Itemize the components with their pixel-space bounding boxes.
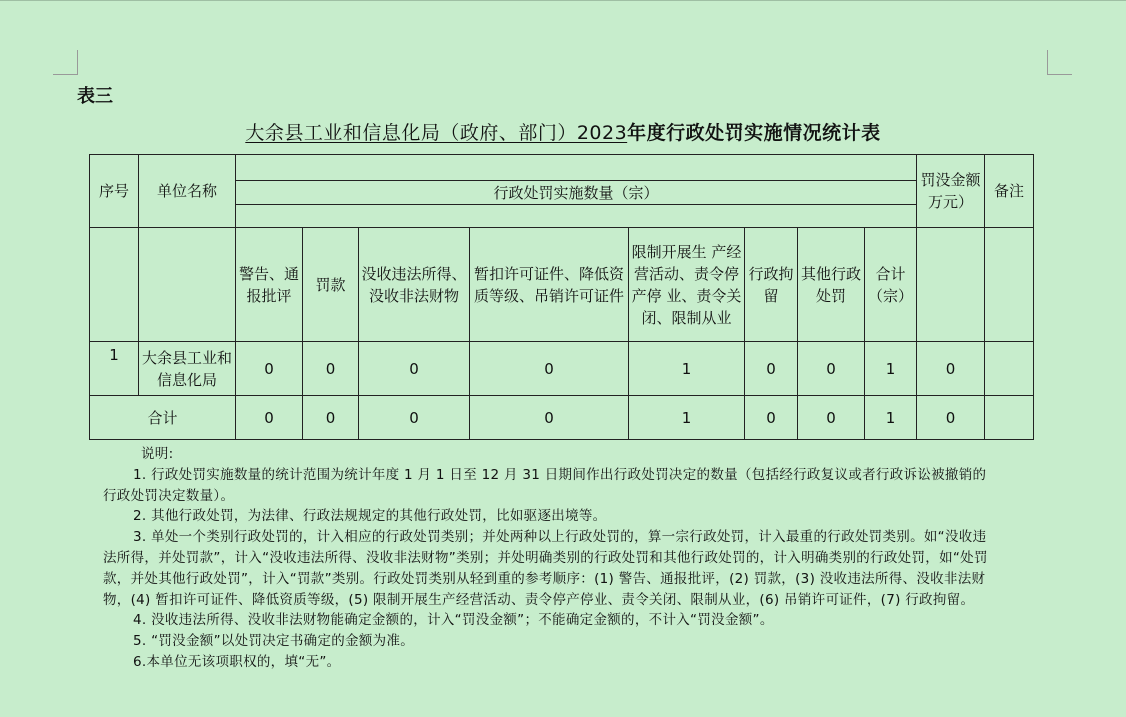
row1-value: 0 xyxy=(745,342,798,396)
header-unit: 单位名称 xyxy=(139,155,236,228)
total-label: 合计 xyxy=(90,396,236,440)
header-col-restrict: 限制开展生 产经营活动、责令停产停 业、责令关闭、限制从业 xyxy=(629,228,745,342)
header-seq-continued xyxy=(90,228,139,342)
header-count-group: 行政处罚实施数量（宗） xyxy=(236,181,917,205)
header-count-blank-2 xyxy=(236,205,917,228)
header-seq: 序号 xyxy=(90,155,139,228)
header-col-confiscation: 没收违法所得、没收非法财物 xyxy=(359,228,470,342)
note-item: 3. 单处一个类别行政处罚的，计入相应的行政处罚类别；并处两种以上行政处罚的，算一宗行政处罚，计入最重的行政处罚类别。如“没收违法所得，并处罚款”，计入“没收违法所得、没收非法财物”类别；并处明确类别的行政处罚和其他行政处罚的，计入明确类别的行政处罚，如“处罚款，并处其他行政处罚”，计入“罚款”类别。行政处罚类别从轻到重的参考顺序：(1) 警告、通报批评，(2) 罚款，(3) 没收违法所得、没收非法财物，(4) 暂扣许可证件、降低资质等级，(5) 限制开展生产经营活动、责令停产停业、责令关闭、限制从业，(6) 吊销许可证件，(7) 行政拘留。 xyxy=(103,529,988,608)
total-value: 1 xyxy=(865,396,917,440)
total-value: 0 xyxy=(470,396,629,440)
margin-corner-top-right xyxy=(1047,50,1072,75)
note-item: 5. “罚没金额”以处罚决定书确定的金额为准。 xyxy=(133,633,415,650)
row1-value: 0 xyxy=(303,342,359,396)
header-fine-amount: 罚没金额 万元） xyxy=(917,155,985,228)
header-col-warning: 警告、通报批评 xyxy=(236,228,303,342)
row1-value: 0 xyxy=(470,342,629,396)
header-col-other: 其他行政处罚 xyxy=(798,228,865,342)
row1-value: 0 xyxy=(236,342,303,396)
header-col-fine: 罚款 xyxy=(303,228,359,342)
note-item: 1. 行政处罚实施数量的统计范围为统计年度 1 月 1 日至 12 月 31 日期间作出行政处罚决定的数量（包括经行政复议或者行政诉讼被撤销的行政处罚决定数量）。 xyxy=(103,466,987,504)
row1-value: 1 xyxy=(629,342,745,396)
total-value: 0 xyxy=(745,396,798,440)
header-remarks: 备注 xyxy=(985,155,1034,228)
header-count-blank xyxy=(236,155,917,181)
notes-heading: 说明: xyxy=(141,446,174,462)
title-rest: 年度行政处罚实施情况统计表 xyxy=(627,122,881,144)
header-fine-amount-continued xyxy=(917,228,985,342)
penalty-stats-table xyxy=(89,154,1034,440)
window-top-border xyxy=(0,0,1126,1)
header-col-license: 暂扣许可证件、降低资质等级、吊销许可证件 xyxy=(470,228,629,342)
total-value: 0 xyxy=(236,396,303,440)
title-underlined-part: 大余县工业和信息化局（政府、部门）2023 xyxy=(245,122,628,144)
margin-corner-top-left xyxy=(53,50,78,75)
notes-section xyxy=(103,444,993,673)
header-col-total: 合计（宗） xyxy=(865,228,917,342)
row1-remarks xyxy=(985,342,1034,396)
row1-value: 0 xyxy=(798,342,865,396)
row1-value: 0 xyxy=(917,342,985,396)
header-remarks-continued xyxy=(985,228,1034,342)
total-value: 1 xyxy=(629,396,745,440)
table-label: 表三 xyxy=(77,86,113,107)
document-title xyxy=(0,118,1126,145)
row1-value: 0 xyxy=(359,342,470,396)
table-row xyxy=(90,342,1034,396)
row1-unit: 大余县工业和信息化局 xyxy=(139,342,236,396)
header-col-detention: 行政拘留 xyxy=(745,228,798,342)
note-item: 2. 其他行政处罚，为法律、行政法规规定的其他行政处罚，比如驱逐出境等。 xyxy=(133,508,607,525)
header-unit-continued xyxy=(139,228,236,342)
note-item: 6.本单位无该项职权的，填“无”。 xyxy=(133,653,341,670)
total-value: 0 xyxy=(798,396,865,440)
table-total-row xyxy=(90,396,1034,440)
total-value: 0 xyxy=(303,396,359,440)
note-item: 4. 没收违法所得、没收非法财物能确定金额的，计入“罚没金额”；不能确定金额的，不计入“罚没金额”。 xyxy=(133,612,774,629)
total-value: 0 xyxy=(359,396,470,440)
row1-value: 1 xyxy=(865,342,917,396)
total-remarks xyxy=(985,396,1034,440)
total-value: 0 xyxy=(917,396,985,440)
row1-seq: 1 xyxy=(90,342,139,396)
